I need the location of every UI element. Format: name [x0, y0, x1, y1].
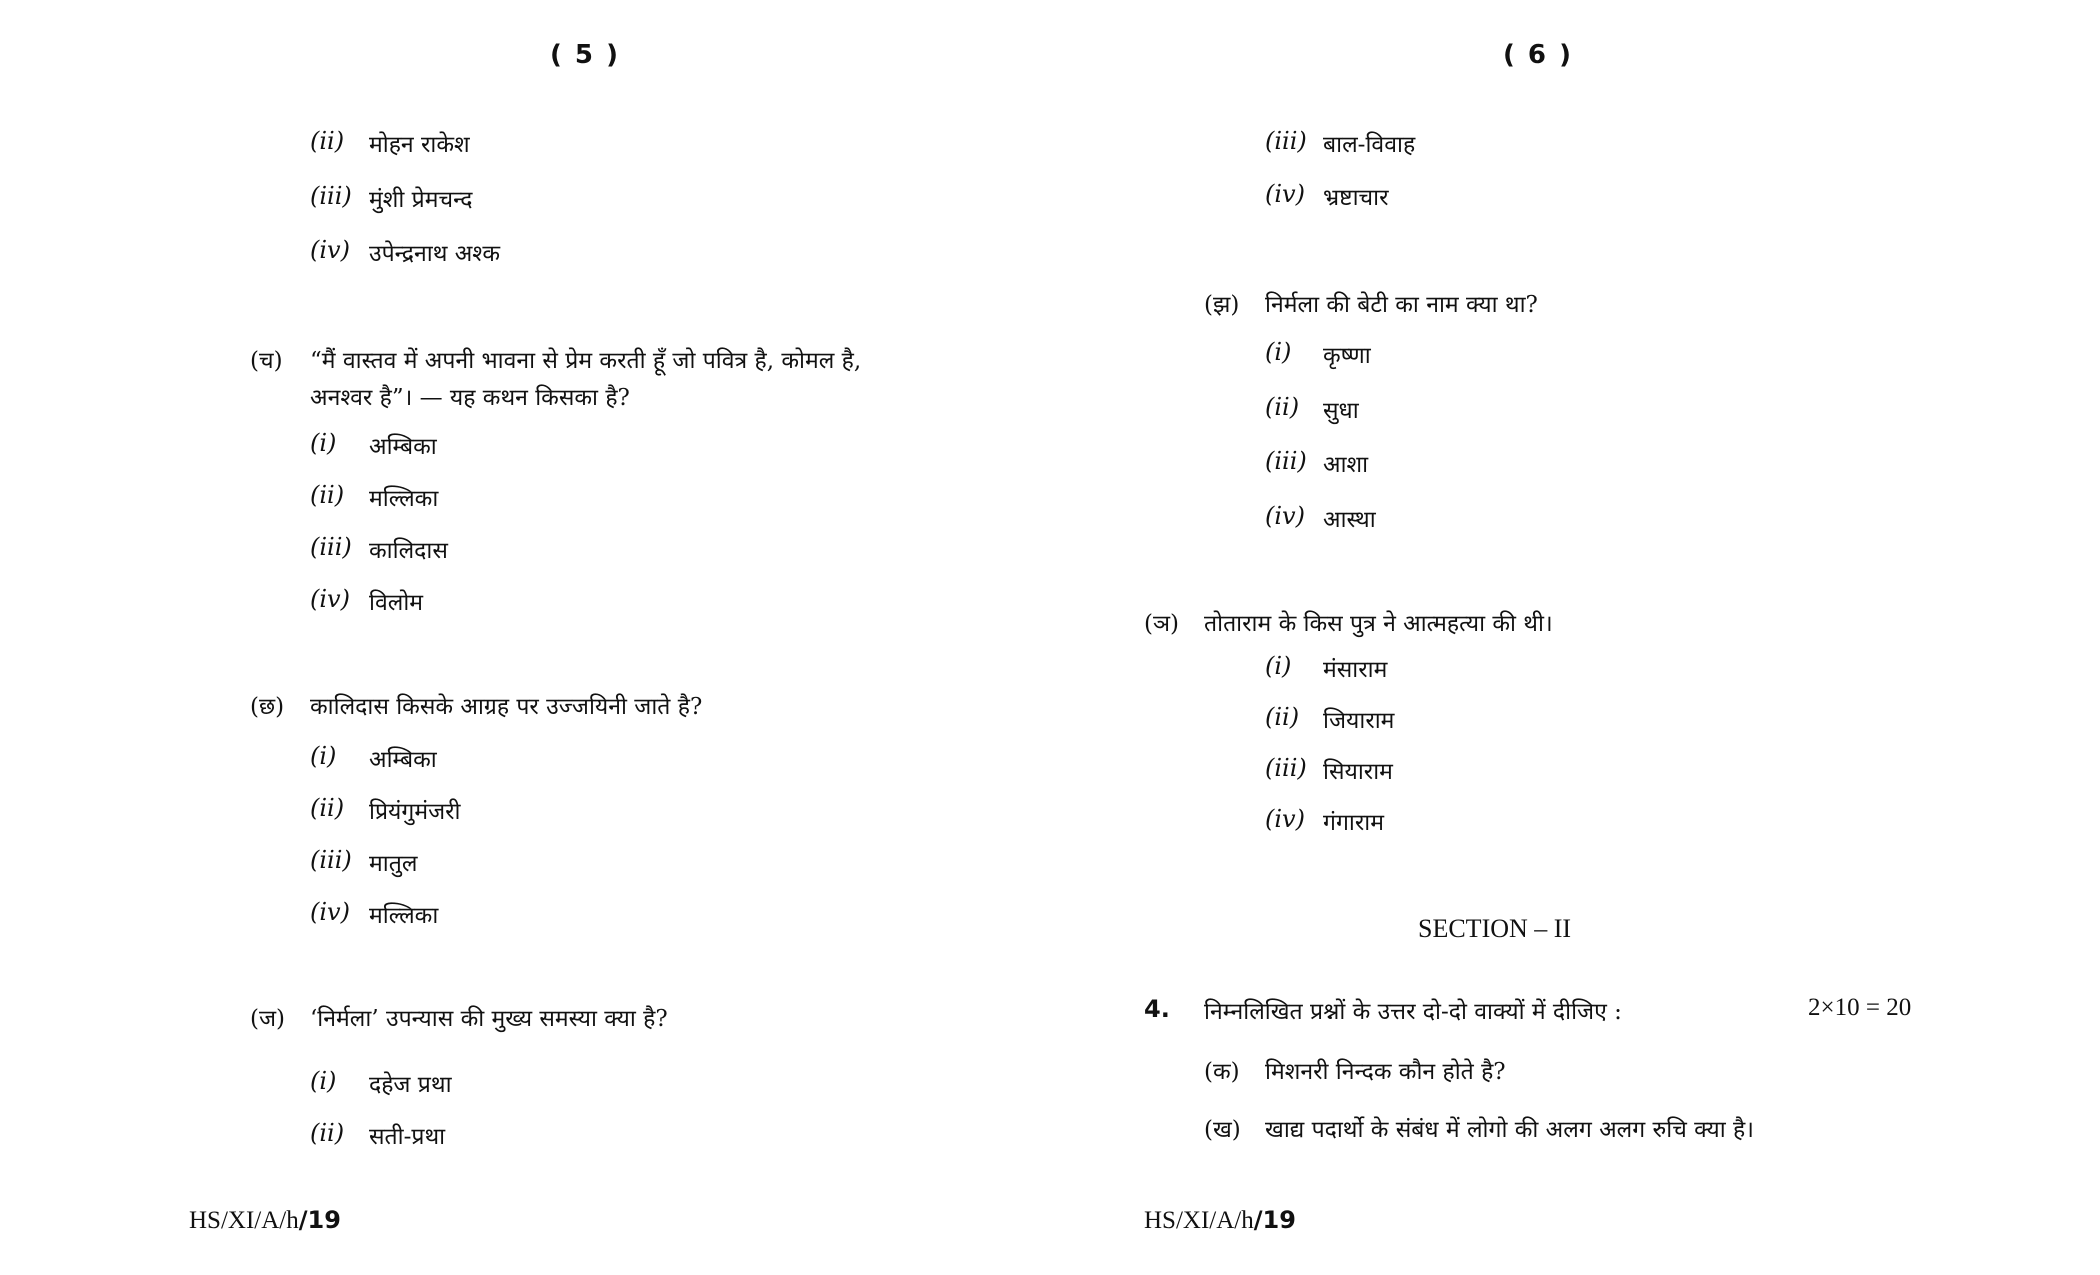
option-text: भ्रष्टाचार — [1323, 185, 1389, 211]
option-text: मातुल — [369, 851, 418, 877]
option-number: (iii) — [1265, 127, 1307, 155]
option-text: प्रियंगुमंजरी — [369, 799, 461, 825]
question-text: मिशनरी निन्दक कौन होते है? — [1265, 1059, 1506, 1085]
option-number: (iii) — [310, 846, 352, 874]
footer-code-right — [1144, 1206, 1296, 1235]
option-number: (ii) — [310, 481, 345, 509]
option-text: मोहन राकेश — [369, 132, 470, 158]
option-text: जियाराम — [1323, 708, 1395, 734]
question-label: (च) — [250, 348, 283, 374]
option-number: (iv) — [310, 236, 350, 264]
option-number: (iii) — [1265, 447, 1307, 475]
option-text: कालिदास — [369, 538, 448, 564]
option-text: अम्बिका — [369, 434, 437, 460]
page-number-right: ( 6 ) — [1503, 40, 1573, 70]
question-number: 4. — [1144, 995, 1170, 1023]
question-label: (ञ) — [1144, 611, 1180, 637]
question-label: (ख) — [1204, 1117, 1241, 1143]
option-number: (ii) — [310, 1119, 345, 1147]
option-text: मल्लिका — [369, 903, 439, 929]
option-number: (iii) — [310, 533, 352, 561]
option-text: गंगाराम — [1323, 810, 1384, 836]
option-text: सियाराम — [1323, 759, 1393, 785]
option-number: (i) — [1265, 338, 1292, 366]
footer-code-left — [189, 1206, 341, 1235]
option-number: (i) — [310, 1067, 337, 1095]
option-number: (iv) — [1265, 180, 1305, 208]
footer-code-text: HS/XI/A/h — [1144, 1207, 1254, 1234]
marks-allocation: 2×10 = 20 — [1808, 994, 1912, 1021]
option-text: मल्लिका — [369, 486, 439, 512]
footer-code-text: HS/XI/A/h — [189, 1207, 299, 1234]
question-text: अनश्वर है”। — यह कथन किसका है? — [310, 385, 630, 411]
option-text: विलोम — [369, 590, 424, 616]
option-number: (ii) — [1265, 703, 1300, 731]
option-text: आशा — [1323, 452, 1369, 478]
option-number: (i) — [310, 742, 337, 770]
option-text: मुंशी प्रेमचन्द — [369, 187, 473, 213]
option-text: उपेन्द्रनाथ अश्क — [369, 241, 501, 267]
option-number: (i) — [1265, 652, 1292, 680]
footer-year: /19 — [298, 1206, 341, 1234]
option-text: कृष्णा — [1323, 343, 1371, 369]
option-number: (ii) — [310, 794, 345, 822]
question-text: खाद्य पदार्थो के संबंध में लोगो की अलग अलग रुचि क्या है। — [1265, 1117, 1754, 1143]
question-label: (झ) — [1204, 292, 1240, 318]
question-text: तोताराम के किस पुत्र ने आत्महत्या की थी। — [1204, 611, 1553, 637]
footer-year: /19 — [1253, 1206, 1296, 1234]
question-label: (ज) — [250, 1006, 286, 1032]
page-number-left: ( 5 ) — [550, 40, 620, 70]
option-number: (iii) — [310, 182, 352, 210]
option-number: (iv) — [310, 585, 350, 613]
question-text: कालिदास किसके आग्रह पर उज्जयिनी जाते है? — [310, 694, 703, 720]
question-text: ‘निर्मला’ उपन्यास की मुख्य समस्या क्या है? — [310, 1006, 668, 1032]
option-text: दहेज प्रथा — [369, 1072, 452, 1098]
option-text: सुधा — [1323, 398, 1359, 424]
option-text: बाल-विवाह — [1323, 132, 1416, 158]
option-text: आस्था — [1323, 507, 1376, 533]
question-text: निर्मला की बेटी का नाम क्या था? — [1265, 292, 1538, 318]
question-label: (क) — [1204, 1059, 1240, 1085]
option-number: (ii) — [310, 127, 345, 155]
option-number: (i) — [310, 429, 337, 457]
question-label: (छ) — [250, 694, 285, 720]
option-number: (iv) — [310, 898, 350, 926]
option-text: अम्बिका — [369, 747, 437, 773]
option-number: (iv) — [1265, 805, 1305, 833]
question-text: निम्नलिखित प्रश्नों के उत्तर दो-दो वाक्यों में दीजिए : — [1204, 999, 1622, 1025]
option-number: (iii) — [1265, 754, 1307, 782]
option-number: (iv) — [1265, 502, 1305, 530]
option-text: सती-प्रथा — [369, 1124, 446, 1150]
option-number: (ii) — [1265, 393, 1300, 421]
option-text: मंसाराम — [1323, 657, 1388, 683]
question-text: “मैं वास्तव में अपनी भावना से प्रेम करती हूँ जो पवित्र है, कोमल है, — [310, 348, 862, 374]
section-title: SECTION – II — [1418, 914, 1572, 943]
